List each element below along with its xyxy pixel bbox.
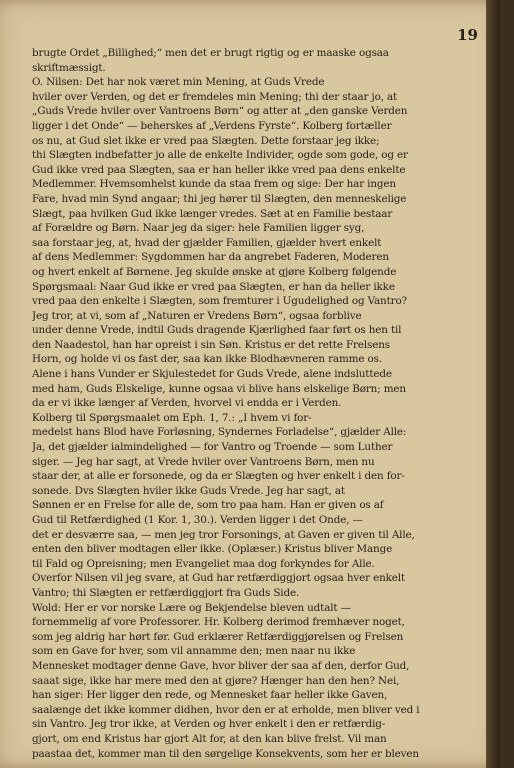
text-line: under denne Vrede, indtil Guds dragende Kjærlighed faar ført os hen til [32,324,402,337]
text-line: paastaa det, kommer man til den sørgelige Konsekvents, som her er bleven [32,747,419,760]
text-line: det er desværre saa, — men jeg tror Forsonings, at Gaven er given til Alle, [32,528,415,541]
text-line: Spørgsmaal: Naar Gud ikke er vred paa Slægten, er han da heller ikke [32,280,395,293]
text-line: da er vi ikke længer af Verden, hvorvel vi endda er i Verden. [32,397,342,410]
text-line: til Fald og Opreisning; men Evangeliet maa dog forkyndes for Alle. [32,557,375,570]
text-line: Jeg tror, at vi, som af „Naturen er Vredens Børn“, ogsaa forblive [32,309,362,322]
text-line: af Forældre og Børn. Naar jeg da siger: hele Familien ligger syg, [32,222,365,235]
text-line: brugte Ordet „Billighed;“ men det er brugt rigtig og er maaske ogsaa [32,47,389,59]
text-line: Wold: Her er vor norske Lære og Bekjendelse bleven udtalt — [32,601,351,614]
text-line: og hvert enkelt af Børnene. Jeg skulde ønske at gjøre Kolberg følgende [32,265,397,278]
text-line: os nu, at Gud slet ikke er vred paa Slægten. Dette forstaar jeg ikke; [32,134,380,147]
text-line: skriftmæssigt. [32,61,106,74]
page-number: 19 [457,26,478,44]
text-line: saalænge det ikke kommer didhen, hvor den er at erholde, men bliver ved i [32,703,420,716]
text-line: den Naadestol, han har opreist i sin Søn. Kristus er det rette Frelsens [32,338,390,351]
text-line: Slægt, paa hvilken Gud ikke længer vredes. Sæt at en Familie bestaar [32,207,393,220]
text-line: hviler over Verden, og det er fremdeles min Mening; thi der staar jo, at [32,90,398,103]
text-line: enten den bliver modtagen eller ikke. (Oplæser.) Kristus bliver Mange [32,543,393,556]
text-line: gjort, om end Kristus har gjort Alt for, at den kan blive frelst. Vil man [32,732,387,745]
text-line: Medlemmer. Hvemsomhelst kunde da staa frem og sige: Der har ingen [32,178,396,191]
text-line: sonede. Dvs Slægten hviler ikke Guds Vrede. Jeg har sagt, at [32,484,345,497]
text-line: ligger i det Onde“ — beherskes af „Verdens Fyrste“. Kolberg fortæller [32,119,392,132]
text-line: Alene i hans Vunder er Skjulestedet for Guds Vrede, alene indsluttede [32,368,392,381]
text-line: thi Slægten indbefatter jo alle de enkelte Individer, ogde som gode, og er [32,149,408,162]
text-line: Fare, hvad min Synd angaar; thi jeg hører til Slægten, den menneskelige [32,192,407,205]
text-line: „Guds Vrede hviler over Vantroens Børn“ og atter at „den ganske Verden [32,105,408,118]
text-line: Gud ikke vred paa Slægten, saa er han heller ikke vred paa dens enkelte [32,163,406,176]
text-line: af dens Medlemmer: Sygdommen har da angrebet Faderen, Moderen [32,251,389,264]
text-line: Ja, det gjælder ialmindelighed — for Vantro og Troende — som Luther [32,441,393,454]
text-line: staar der, at alle er forsonede, og da er Slægten og hver enkelt i den for- [32,470,405,483]
page-edge [486,0,500,768]
text-line: siger. — Jeg har sagt, at Vrede hviler over Vantroens Børn, men nu [32,455,375,468]
text-line: vred paa den enkelte i Slægten, som fremturer i Ugudelighed og Vantro? [32,295,407,308]
text-line: Sønnen er en Frelse for alle de, som tro paa ham. Han er given os af [32,499,384,512]
text-line: Mennesket modtager denne Gave, hvor bliver der saa af den, derfor Gud, [32,659,410,672]
text-line: saa forstaar jeg, at, hvad der gjælder Familien, gjælder hvert enkelt [32,236,382,249]
text-line: medelst hans Blod have Forløsning, Syndernes Forladelse“, gjælder Alle: [32,426,407,439]
text-line: Overfor Nilsen vil jeg svare, at Gud har retfærdiggjort ogsaa hver enkelt [32,572,405,585]
text-line: som jeg aldrig har hørt før. Gud erklærer Retfærdiggjørelsen og Frelsen [32,630,404,643]
text-line: Kolberg til Spørgsmaalet om Eph. 1, 7.: „I hvem vi for- [32,411,312,424]
text-line: han siger: Her ligger den rede, og Mennesket faar heller ikke Gaven, [32,689,388,702]
text-line: saaat sige, ikke har mere med den at gjøre? Hænger han den hen? Nei, [32,674,400,687]
text-line: sin Vantro. Jeg tror ikke, at Verden og hver enkelt i den er retfærdig- [32,718,386,731]
text-line: Vantro; thi Slægten er retfærdiggjort fra Guds Side. [32,586,300,599]
text-line: fornemmelig af vore Professorer. Hr. Kolberg derimod fremhæver noget, [32,616,405,629]
text-line: O. Nilsen: Det har nok været min Mening, at Guds Vrede [32,76,325,89]
page-text [32,46,468,761]
text-line: som en Gave for hver, som vil annamme den; men naar nu ikke [32,645,356,658]
text-line: Horn, og holde vi os fast der, saa kan ikke Blodhævneren ramme os. [32,353,382,366]
text-line: Gud til Retfærdighed (1 Kor. 1, 30.). Verden ligger i det Onde, — [32,514,363,526]
text-line: med ham, Guds Elskelige, kunne ogsaa vi blive hans elskelige Børn; men [32,382,406,395]
